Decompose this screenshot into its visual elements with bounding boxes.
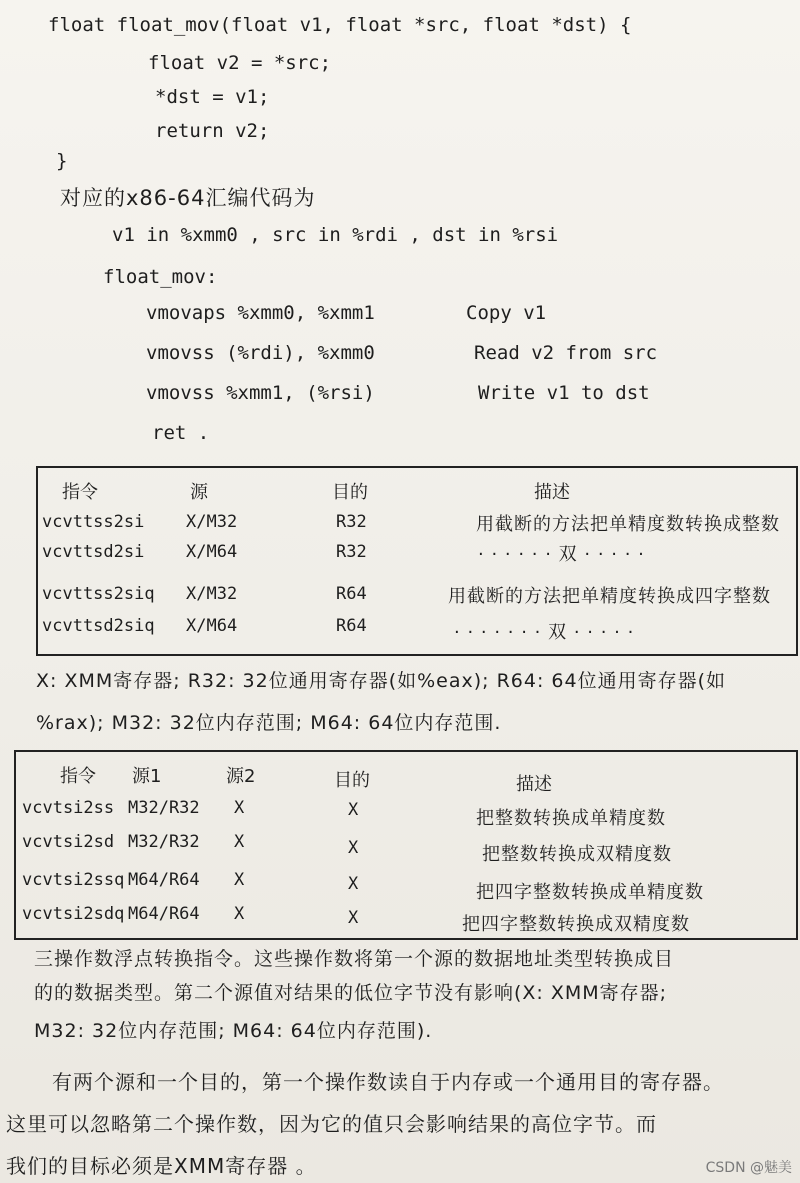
table1-row3-op: vcvttss2siq: [42, 584, 155, 604]
asm-comment-2: Read v2 from src: [474, 342, 658, 364]
table2-row4-dst: X: [348, 908, 359, 928]
asm-instr-3: vmovss %xmm1, (%rsi): [146, 382, 375, 404]
table1-header-desc: 描述: [534, 482, 570, 503]
table2-row3-desc: 把四字整数转换成单精度数: [476, 882, 704, 903]
table2-header-src2: 源2: [226, 766, 256, 787]
table2-header-desc: 描述: [516, 774, 552, 795]
table1-row1-dst: R32: [336, 512, 367, 532]
table2-row4-desc: 把四字整数转换成双精度数: [462, 914, 690, 935]
table1-header-dst: 目的: [332, 482, 368, 503]
paragraph-line-1: 有两个源和一个目的，第一个操作数读自于内存或一个通用目的寄存器。: [52, 1070, 724, 1094]
asm-comment-1: Copy v1: [466, 302, 547, 324]
table2-header-op: 指令: [60, 766, 96, 787]
table1-header-src: 源: [190, 482, 208, 503]
conversion-table-2: [14, 750, 798, 940]
asm-instr-2: vmovss (%rdi), %xmm0: [146, 342, 375, 364]
table2-note-line-2: 的的数据类型。第二个源值对结果的低位字节没有影响(X: XMM寄存器;: [34, 982, 668, 1004]
table2-row2-op: vcvtsi2sd: [22, 832, 115, 852]
asm-instr-4: ret .: [152, 422, 210, 444]
c-code-line-1: float float_mov(float v1, float *src, float *dst) {: [48, 14, 632, 36]
table1-row1-op: vcvttss2si: [42, 512, 145, 532]
asm-label: float_mov:: [103, 266, 218, 288]
table1-header-op: 指令: [62, 482, 98, 503]
table2-row4-src1: M64/R64: [128, 904, 200, 924]
table2-row2-src2: X: [234, 832, 245, 852]
c-code-line-4: return v2;: [155, 120, 270, 142]
table2-row2-src1: M32/R32: [128, 832, 200, 852]
table1-row3-src: X/M32: [186, 584, 238, 604]
table1-row3-desc: 用截断的方法把单精度转换成四字整数: [448, 586, 771, 607]
table2-row3-src1: M64/R64: [128, 870, 200, 890]
table1-row3-dst: R64: [336, 584, 367, 604]
asm-comment-3: Write v1 to dst: [478, 382, 650, 404]
table1-row4-dst: R64: [336, 616, 367, 636]
table1-note-line-2: %rax); M32: 32位内存范围; M64: 64位内存范围.: [36, 712, 502, 734]
c-code-line-5: }: [56, 150, 68, 172]
table2-header-src1: 源1: [132, 766, 162, 787]
table2-row3-src2: X: [234, 870, 245, 890]
paragraph-line-3: 我们的目标必须是XMM寄存器 。: [6, 1154, 317, 1178]
table2-row1-dst: X: [348, 800, 359, 820]
table2-row3-op: vcvtsi2ssq: [22, 870, 125, 890]
c-code-line-3: *dst = v1;: [155, 86, 270, 108]
table1-row2-src: X/M64: [186, 542, 238, 562]
table1-row1-src: X/M32: [186, 512, 238, 532]
table1-row2-desc: · · · · · · 双 · · · · ·: [478, 544, 645, 565]
table2-row1-desc: 把整数转换成单精度数: [476, 808, 666, 829]
c-code-line-2: float v2 = *src;: [148, 52, 332, 74]
table2-row4-src2: X: [234, 904, 245, 924]
conversion-table-1: [36, 466, 798, 656]
table2-row3-dst: X: [348, 874, 359, 894]
asm-intro: 对应的x86-64汇编代码为: [60, 186, 316, 210]
table1-note-line-1: X: XMM寄存器; R32: 32位通用寄存器(如%eax); R64: 64位通用寄存器(如: [36, 670, 727, 692]
table2-note-line-1: 三操作数浮点转换指令。这些操作数将第一个源的数据地址类型转换成目: [34, 948, 675, 970]
paragraph-line-2: 这里可以忽略第二个操作数，因为它的值只会影响结果的高位字节。而: [6, 1112, 657, 1136]
table2-header-dst: 目的: [334, 770, 370, 791]
table2-row1-src2: X: [234, 798, 245, 818]
table1-row4-src: X/M64: [186, 616, 238, 636]
table1-row4-desc: · · · · · · · 双 · · · · ·: [454, 622, 635, 643]
table2-note-line-3: M32: 32位内存范围; M64: 64位内存范围).: [34, 1020, 433, 1042]
watermark: CSDN @魅美: [705, 1160, 792, 1176]
asm-instr-1: vmovaps %xmm0, %xmm1: [146, 302, 375, 324]
table2-row2-desc: 把整数转换成双精度数: [482, 844, 672, 865]
table2-row4-op: vcvtsi2sdq: [22, 904, 125, 924]
table2-row1-src1: M32/R32: [128, 798, 200, 818]
table2-row2-dst: X: [348, 838, 359, 858]
table1-row1-desc: 用截断的方法把单精度数转换成整数: [476, 514, 780, 535]
table1-row2-op: vcvttsd2si: [42, 542, 145, 562]
table1-row4-op: vcvttsd2siq: [42, 616, 155, 636]
table1-row2-dst: R32: [336, 542, 367, 562]
register-note: v1 in %xmm0 , src in %rdi , dst in %rsi: [112, 224, 559, 246]
table2-row1-op: vcvtsi2ss: [22, 798, 115, 818]
